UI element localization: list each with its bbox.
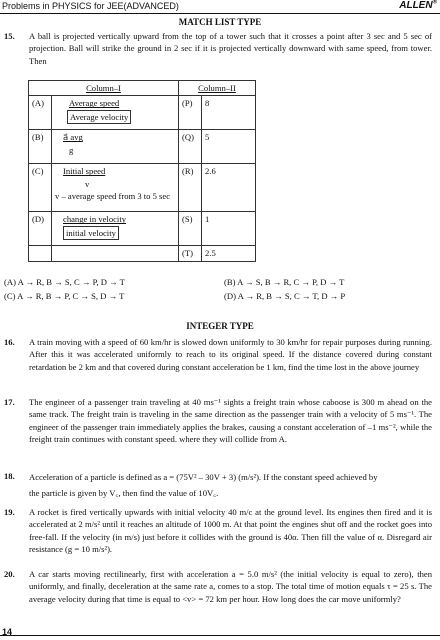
question-text-line-1: Acceleration of a particle is defined as a = (75V² – 30V + 3) (m/s²). If the constant speed achieved by	[29, 472, 378, 482]
item-denominator: Average velocity	[67, 110, 131, 124]
row-code: (Q)	[179, 130, 202, 164]
row-value: 2.5	[202, 246, 256, 261]
question-number: 17.	[4, 397, 15, 407]
row-item	[52, 212, 179, 246]
table-row	[29, 246, 256, 261]
question-text: The engineer of a passenger train traveling at 40 ms⁻¹ sights a freight train whose caboose is 300 m ahead on the same track. The freight train is traveling in the same direction as the passenger train with a velocity of 5 ms⁻¹. The engineer of the passenger train immediately applies the brakes, causing a constant acceleration of –1 ms⁻², while the freight train continues with constant speed. where they will collide from A.	[29, 397, 432, 445]
question-text: A rocket is fired vertically upwards with initial velocity 40 m/c at the ground level. Its engines then fired and it is accelerated at 2 m/s² until it reaches an altitude of 1000 m. At that point the engines shut off and the rocket goes into free-fall. If the velocity (in m/s) just before it collides with the ground is 40α. Then fill the value of α. Disregard air resistance (g = 10 m/s²).	[29, 507, 432, 555]
row-value: 1	[202, 212, 256, 246]
row-code: (T)	[179, 246, 202, 261]
table-row	[29, 96, 256, 130]
row-item	[52, 246, 179, 261]
option-c[interactable]: (C) A → R, B → P, C → S, D → T	[4, 291, 125, 301]
question-15	[4, 30, 432, 80]
question-number: 16.	[4, 337, 15, 347]
question-text	[29, 470, 432, 499]
book-title: Problems in PHYSICS for JEE(ADVANCED)	[2, 1, 179, 11]
question-17	[4, 396, 432, 460]
question-number: 20.	[4, 569, 15, 579]
table-row	[29, 164, 256, 212]
question-19	[4, 506, 432, 558]
footer-rule	[0, 635, 440, 636]
question-text: A train moving with a speed of 60 km/hr is slowed down uniformly to 30 km/hr for repair purposes during running. After this it was accelerated uniformly to reach to its original speed. If the distance covered during constant retardation be 2 km and that covered during constant acceleration be 1 km, find the time lost in the above journey	[29, 337, 432, 372]
question-text: A car starts moving rectilinearly, first with acceleration a = 5.0 m/s² (the initial velocity is equal to zero), then uniformly, and finally, deceleration at the same rate a, comes to a stop. The total time of motion equals τ = 25 s. The average velocity during that time is equal to <v> = 72 km per hour. How long does the car move uniformly?	[29, 569, 432, 604]
table-row	[29, 130, 256, 164]
match-list-title: MATCH LIST TYPE	[178, 17, 262, 27]
row-label: (A)	[29, 96, 52, 130]
item-denominator: g	[69, 144, 74, 155]
item-numerator: a⃗ avg	[63, 132, 83, 143]
question-16	[4, 336, 432, 388]
question-text-line-2: the particle is given by V꜀, then find the value of 10V꜀.	[29, 488, 219, 498]
item-note: v – average speed from 3 to 5 sec	[55, 191, 171, 202]
row-code: (P)	[179, 96, 202, 130]
item-numerator: Average speed	[69, 98, 120, 109]
page-header	[0, 0, 440, 13]
row-value: 5	[202, 130, 256, 164]
page-number: 14	[2, 627, 13, 637]
column-2-heading: Column–II	[179, 81, 256, 96]
question-text: A ball is projected vertically upward from the top of a tower such that it crosses a point after 3 sec and 5 sec of projection. Ball will strike the ground in 2 sec if it is projected vertically downward with same speed, from tower. Then	[29, 31, 432, 66]
header-rule	[0, 13, 440, 14]
row-code: (S)	[179, 212, 202, 246]
row-label: (B)	[29, 130, 52, 164]
answer-options	[4, 276, 432, 304]
row-label	[29, 246, 52, 261]
question-number: 18.	[4, 471, 15, 481]
brand-logo: ALLEN®	[399, 0, 437, 11]
row-code: (R)	[179, 164, 202, 212]
row-item	[52, 164, 179, 212]
question-18	[4, 470, 432, 500]
option-d[interactable]: (D) A → R, B → S, C → T, D → P	[224, 291, 346, 301]
item-numerator: Initial speed	[63, 166, 106, 177]
row-label: (D)	[29, 212, 52, 246]
row-label: (C)	[29, 164, 52, 212]
row-item	[52, 130, 179, 164]
row-value: 8	[202, 96, 256, 130]
column-1-heading: Column–I	[29, 81, 179, 96]
integer-type-title: INTEGER TYPE	[186, 321, 254, 331]
row-value: 2.6	[202, 164, 256, 212]
question-20	[4, 568, 432, 620]
match-table	[28, 80, 256, 262]
item-denominator: v	[85, 178, 90, 189]
question-number: 15.	[4, 31, 15, 41]
item-numerator: change in velocity	[63, 214, 126, 225]
option-b[interactable]: (B) A → S, B → R, C → P, D → T	[224, 277, 345, 287]
item-denominator: initial velocity	[63, 226, 119, 240]
table-row	[29, 212, 256, 246]
question-number: 19.	[4, 507, 15, 517]
row-item	[52, 96, 179, 130]
option-a[interactable]: (A) A → R, B → S, C → P, D → T	[4, 277, 125, 287]
table-header-row	[29, 81, 256, 96]
